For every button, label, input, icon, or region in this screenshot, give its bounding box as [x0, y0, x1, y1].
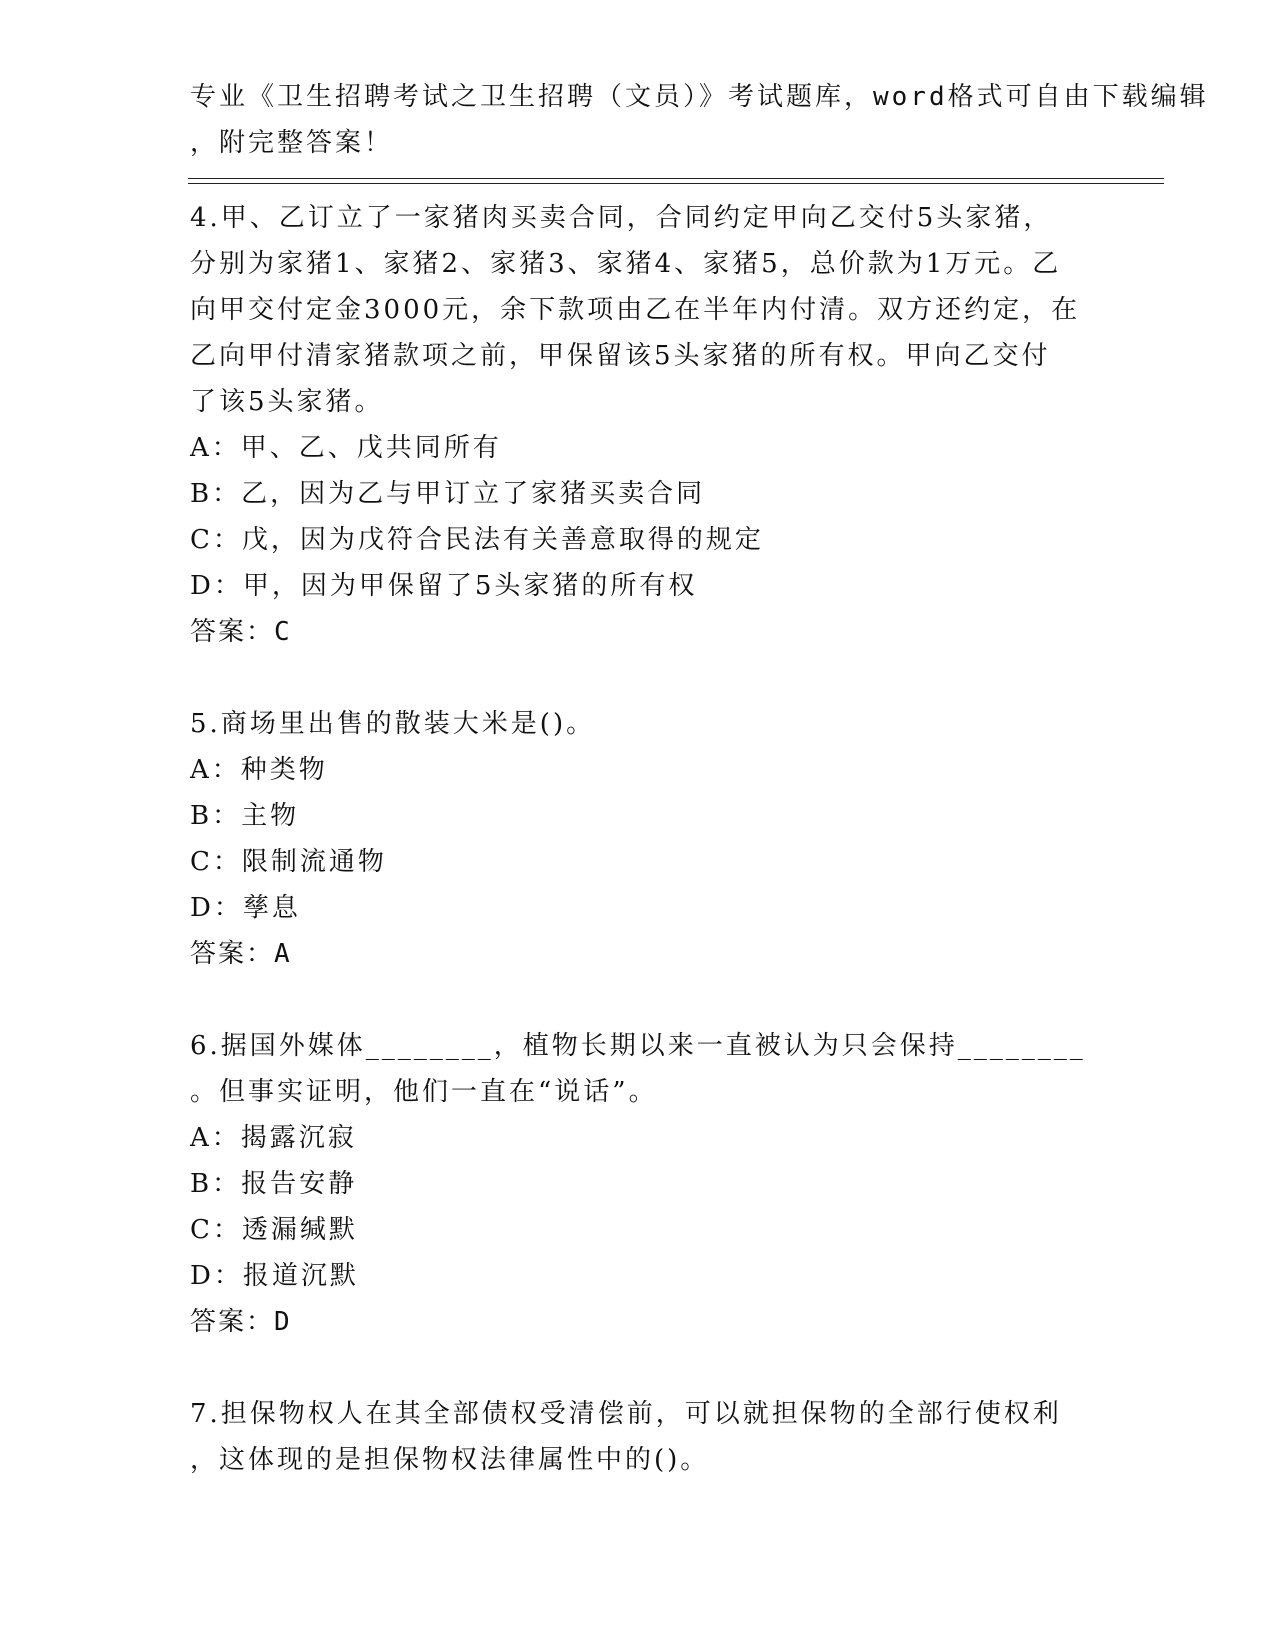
question-stem-line: 乙向甲付清家猪款项之前，甲保留该5头家猪的所有权。甲向乙交付 [190, 341, 1051, 371]
option-c: C：限制流通物 [190, 847, 387, 877]
question-6 [190, 1023, 1090, 1345]
question-stem-line: 5.商场里出售的散装大米是()。 [190, 709, 596, 739]
question-5 [190, 701, 1090, 977]
question-stem-line: 分别为家猪1、家猪2、家猪3、家猪4、家猪5，总价款为1万元。乙 [190, 249, 1062, 279]
question-stem-line: ，这体现的是担保物权法律属性中的()。 [190, 1445, 710, 1475]
option-c: C：透漏缄默 [190, 1215, 358, 1245]
option-c: C：戊，因为戊符合民法有关善意取得的规定 [190, 525, 764, 555]
question-stem-line: 。但事实证明，他们一直在“说话”。 [190, 1077, 658, 1107]
option-b: B：主物 [190, 801, 300, 831]
question-4 [190, 195, 1090, 655]
answer-label: 答案： [190, 617, 275, 647]
option-b: B：报告安静 [190, 1169, 358, 1199]
option-b: B：乙，因为乙与甲订立了家猪买卖合同 [190, 479, 706, 509]
option-d: D：甲，因为甲保留了5头家猪的所有权 [190, 571, 698, 601]
option-a: A：甲、乙、戊共同所有 [190, 433, 502, 463]
answer-label: 答案： [190, 939, 275, 969]
answer-value: C [274, 617, 292, 647]
option-a: A：种类物 [190, 755, 328, 785]
question-stem-line: 6.据国外媒体________，植物长期以来一直被认为只会保持________ [190, 1031, 1086, 1061]
answer-value: A [274, 939, 292, 969]
question-list [190, 195, 1090, 1529]
question-stem-line: 7.担保物权人在其全部债权受清偿前，可以就担保物的全部行使权利 [190, 1399, 1062, 1429]
answer-label: 答案： [190, 1307, 275, 1337]
option-a: A：揭露沉寂 [190, 1123, 357, 1153]
answer-value: D [274, 1307, 292, 1337]
header-line: ，附完整答案！ [190, 128, 394, 158]
answer-line [190, 1299, 1090, 1345]
answer-line [190, 931, 1090, 977]
header-divider-thick [188, 178, 1164, 179]
question-stem-line: 向甲交付定金3000元，余下款项由乙在半年内付清。双方还约定，在 [190, 295, 1081, 325]
option-d: D：报道沉默 [190, 1261, 359, 1291]
question-stem-line: 4.甲、乙订立了一家猪肉买卖合同，合同约定甲向乙交付5头家猪， [190, 203, 1053, 233]
header-line: 专业《卫生招聘考试之卫生招聘（文员）》考试题库，word格式可自由下载编辑 [190, 82, 1209, 112]
option-d: D：孳息 [190, 893, 301, 923]
question-7 [190, 1391, 1090, 1483]
document-header [190, 74, 1209, 166]
question-stem-line: 了该5头家猪。 [190, 387, 384, 417]
header-divider-thin [188, 183, 1164, 184]
answer-line [190, 609, 1090, 655]
